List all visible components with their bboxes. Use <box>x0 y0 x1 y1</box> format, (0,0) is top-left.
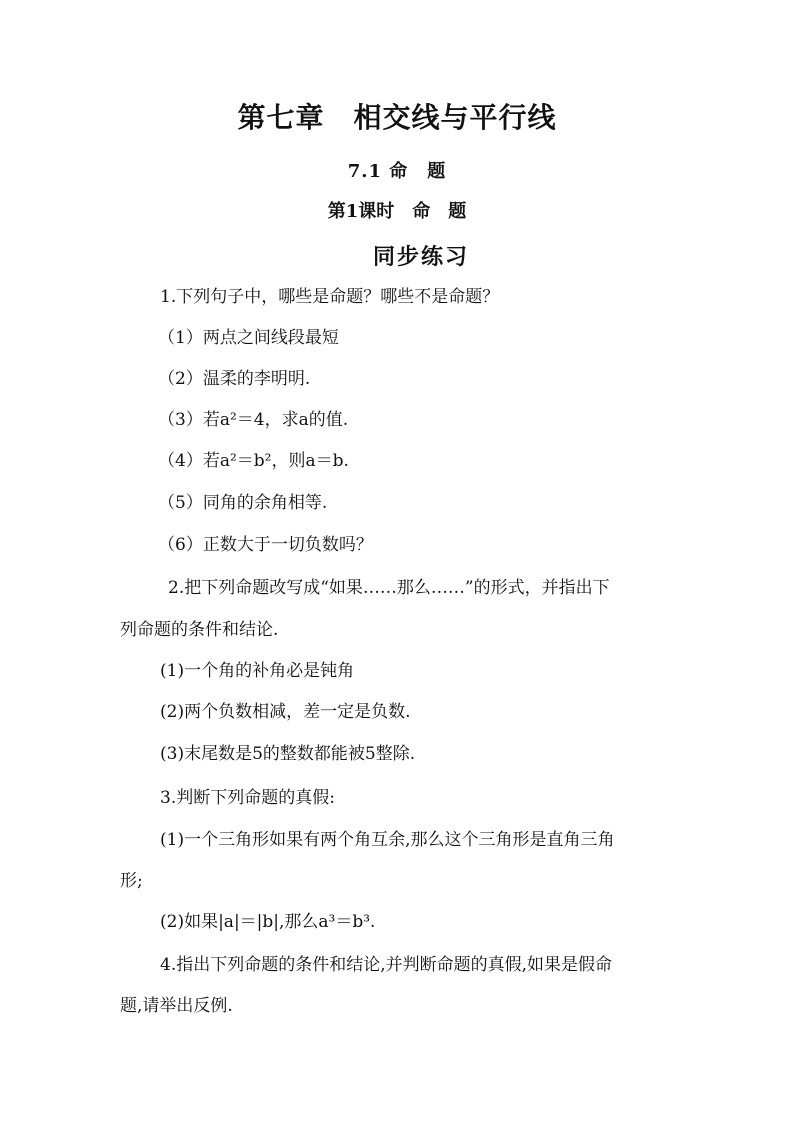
question-4-prompt-line-2: 题,请举出反例. <box>120 996 233 1016</box>
question-1-prompt: 1.下列句子中，哪些是命题？哪些不是命题？ <box>160 287 500 307</box>
practice-title: 同步练习 <box>372 244 469 270</box>
section-title: 7.1 命 题 <box>347 161 447 182</box>
question-1-item-6: （6）正数大于一切负数吗？ <box>158 535 373 555</box>
question-1-item-2: （2）温柔的李明明. <box>158 369 311 389</box>
question-2-item-2: (2)两个负数相减，差一定是负数. <box>160 702 411 722</box>
question-2-item-1: (1)一个角的补角必是钝角 <box>160 661 355 681</box>
question-2-prompt-line-1: 2.把下列命题改写成“如果……那么……”的形式，并指出下 <box>168 578 610 598</box>
question-1-item-5: （5）同角的余角相等. <box>158 493 328 513</box>
lesson-title: 第1课时 命 题 <box>327 201 467 222</box>
question-1-item-4: （4）若a²＝b²，则a＝b. <box>158 451 349 471</box>
question-3-prompt: 3.判断下列命题的真假: <box>160 788 335 808</box>
question-1-item-3: （3）若a²＝4，求a的值. <box>158 410 349 430</box>
chapter-title: 第七章 相交线与平行线 <box>237 101 557 134</box>
question-3-item-2: (2)如果|a|＝|b|,那么a³＝b³. <box>160 912 376 932</box>
question-3-item-1-line-2: 形; <box>120 871 143 891</box>
question-4-prompt-line-1: 4.指出下列命题的条件和结论,并判断命题的真假,如果是假命 <box>160 955 613 975</box>
question-2-item-3: (3)末尾数是5的整数都能被5整除. <box>160 744 416 764</box>
question-1-item-1: （1）两点之间线段最短 <box>158 328 339 348</box>
question-3-item-1-line-1: (1)一个三角形如果有两个角互余,那么这个三角形是直角三角 <box>160 830 615 850</box>
question-2-prompt-line-2: 列命题的条件和结论. <box>120 620 279 640</box>
